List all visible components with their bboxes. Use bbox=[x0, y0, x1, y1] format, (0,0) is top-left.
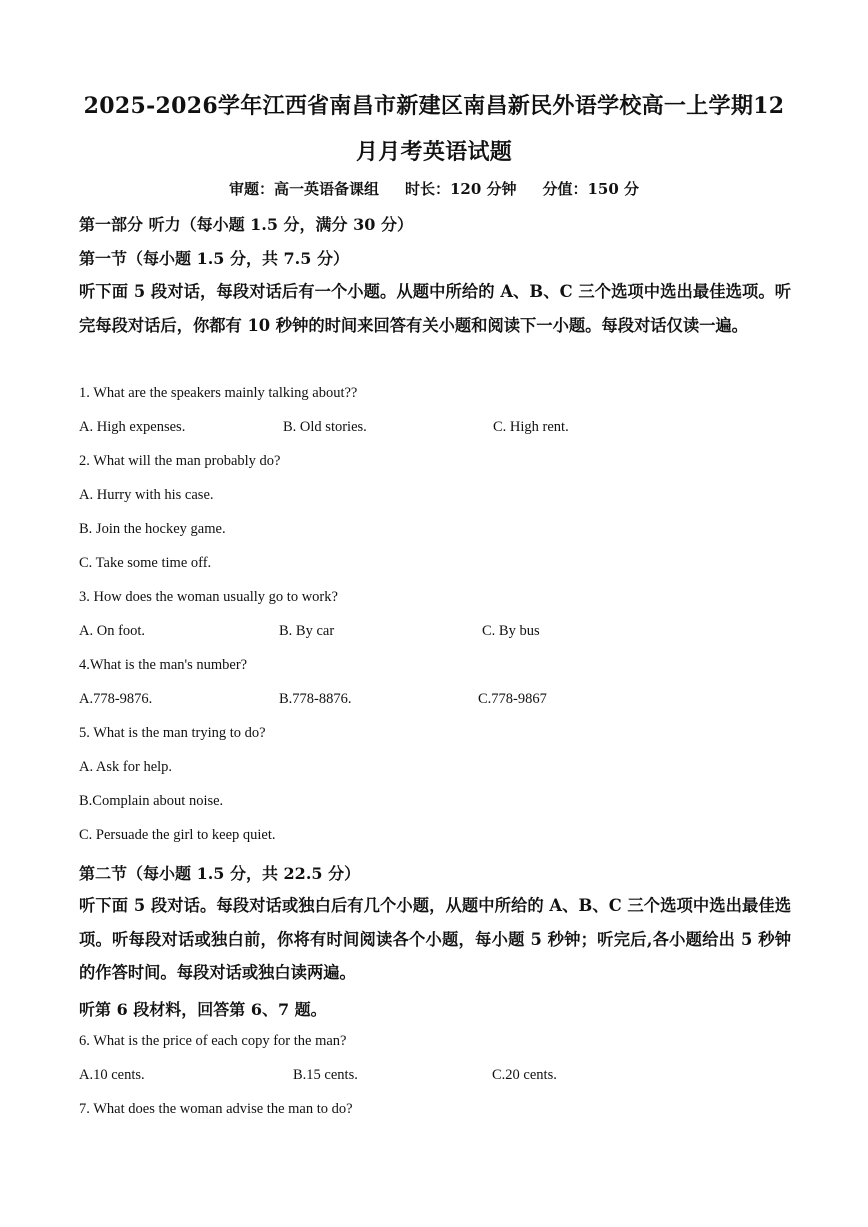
part1-heading: 第一部分 听力（每小题 1.5 分，满分 30 分） bbox=[79, 215, 413, 234]
question-6-option-c: C.20 cents. bbox=[492, 1067, 557, 1083]
question-2-option-a: A. Hurry with his case. bbox=[79, 487, 214, 503]
question-2-option-c: C. Take some time off. bbox=[79, 555, 212, 571]
section2-heading: 第二节（每小题 1.5 分，共 22.5 分） bbox=[79, 864, 361, 883]
question-1-option-a: A. High expenses. bbox=[79, 419, 186, 435]
question-3-stem: 3. How does the woman usually go to work? bbox=[79, 589, 338, 605]
question-4-stem: 4.What is the man's number? bbox=[79, 657, 248, 673]
meta-duration: 时长：120 分钟 bbox=[404, 180, 517, 198]
question-4-option-a: A.778-9876. bbox=[79, 691, 153, 707]
question-5-option-c: C. Persuade the girl to keep quiet. bbox=[79, 827, 276, 843]
question-4-option-c: C.778-9867 bbox=[478, 691, 547, 707]
question-5-option-a: A. Ask for help. bbox=[79, 759, 173, 775]
question-1-stem: 1. What are the speakers mainly talking about?? bbox=[79, 385, 358, 401]
question-3-option-b: B. By car bbox=[279, 623, 335, 639]
material-6-heading: 听第 6 段材料，回答第 6、7 题。 bbox=[79, 1000, 327, 1019]
section1-heading: 第一节（每小题 1.5 分，共 7.5 分） bbox=[79, 249, 349, 268]
question-5-stem: 5. What is the man trying to do? bbox=[79, 725, 266, 741]
question-1-option-c: C. High rent. bbox=[493, 419, 569, 435]
question-4-option-b: B.778-8876. bbox=[279, 691, 352, 707]
section2-instruction: 听下面 5 段对话。每段对话或独白后有几个小题，从题中所给的 A、B、C 三个选项中选出最佳选项。听每段对话或独白前，你将有时间阅读各个小题，每小题 5 秒钟；听完后,各小题给出 5 秒钟的作答时间。每段对话或独白读两遍。 bbox=[79, 896, 791, 982]
question-2-stem: 2. What will the man probably do? bbox=[79, 453, 281, 469]
section1-instruction: 听下面 5 段对话，每段对话后有一个小题。从题中所给的 A、B、C 三个选项中选出最佳选项。听完每段对话后，你都有 10 秒钟的时间来回答有关小题和阅读下一小题。每段对话仅读一遍。 bbox=[79, 282, 791, 335]
question-3-option-a: A. On foot. bbox=[79, 623, 146, 639]
question-1-option-b: B. Old stories. bbox=[283, 419, 367, 435]
exam-title-line-2: 月月考英语试题 bbox=[355, 139, 513, 165]
exam-title-line-1: 2025-2026学年江西省南昌市新建区南昌新民外语学校高一上学期12 bbox=[83, 93, 785, 119]
question-5-option-b: B.Complain about noise. bbox=[79, 793, 224, 809]
meta-reviewer: 审题：高一英语备课组 bbox=[228, 180, 379, 198]
question-6-option-a: A.10 cents. bbox=[79, 1067, 145, 1083]
question-6-stem: 6. What is the price of each copy for the man? bbox=[79, 1033, 347, 1049]
exam-meta bbox=[78, 178, 790, 199]
question-6-option-b: B.15 cents. bbox=[293, 1067, 358, 1083]
meta-score: 分值：150 分 bbox=[542, 180, 640, 198]
question-7-stem: 7. What does the woman advise the man to do? bbox=[79, 1101, 353, 1117]
question-3-option-c: C. By bus bbox=[482, 623, 540, 639]
question-2-option-b: B. Join the hockey game. bbox=[79, 521, 226, 537]
